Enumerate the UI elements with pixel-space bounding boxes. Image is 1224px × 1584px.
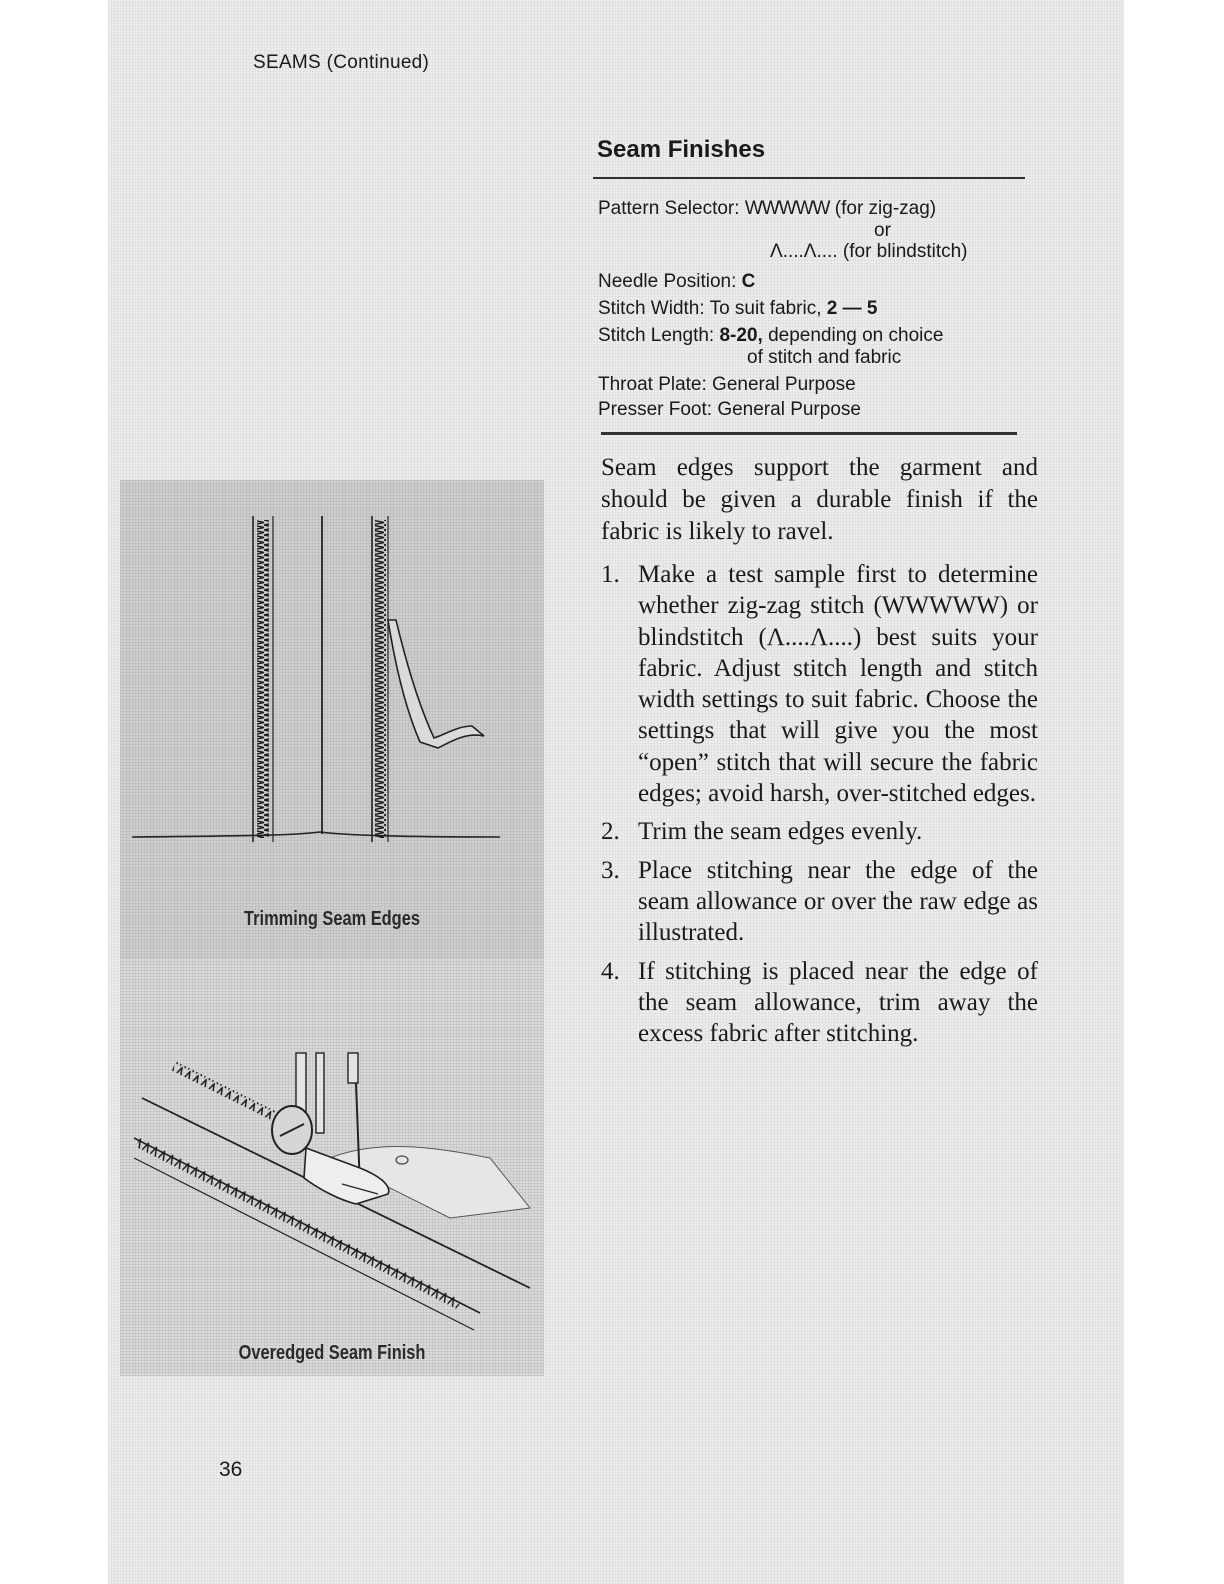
page-number: 36 — [219, 1458, 243, 1481]
intro-paragraph: Seam edges support the garment and should be given a durable finish if the fabric is likely to ravel. — [601, 454, 1038, 545]
stitch-length-setting: Stitch Length: 8-20, depending on choice of stitch and fabric — [598, 325, 944, 368]
steps-list — [601, 559, 1038, 1056]
trimming-seam-caption: Trimming Seam Edges — [244, 908, 420, 930]
needle-position-setting: Needle Position: C — [598, 271, 756, 292]
presser-foot-setting: Presser Foot: General Purpose — [598, 399, 861, 420]
step-item: 1. Make a test sample first to determine whether zig-zag stitch (WWWWW) or blindstitch (Λ....Λ....) best suits your fabric. Adjust stitch length and stitch width settings to suit fabric. Choose the settings that will give you the most “open” stitch that will secure the fabric edges; avoid harsh, over-stitched edges. — [601, 561, 1038, 808]
pattern-selector-setting: Pattern Selector: WWWWW (for zig-zag) or Λ....Λ.... (for blindstitch) — [598, 196, 1038, 263]
throat-plate-setting: Throat Plate: General Purpose — [598, 374, 856, 395]
machine-settings — [598, 196, 1038, 422]
settings-rule — [601, 432, 1017, 435]
zigzag-stitch-symbol: WWWWW — [744, 198, 830, 219]
stitch-width-setting: Stitch Width: To suit fabric, 2 — 5 — [598, 298, 878, 319]
overedged-seam-illustration — [120, 958, 544, 1376]
step-item: 3. Place stitching near the edge of the seam allowance or over the raw edge as illustrated. — [601, 856, 1038, 947]
running-head: SEAMS (Continued) — [253, 52, 430, 73]
step-item: 4. If stitching is placed near the edge of the seam allowance, trim away the excess fabric after stitching. — [601, 957, 1038, 1048]
or-text: or — [874, 220, 891, 241]
trimming-seam-illustration — [120, 480, 544, 958]
section-title: Seam Finishes — [597, 136, 766, 163]
overedged-seam-caption: Overedged Seam Finish — [238, 1342, 426, 1364]
blindstitch-symbol: Λ....Λ.... — [770, 241, 838, 262]
overedged-seam-finish-figure — [120, 958, 544, 1376]
step-item: 2. Trim the seam edges evenly. — [601, 818, 923, 846]
title-rule — [593, 177, 1025, 179]
trimming-seam-edges-figure — [120, 480, 544, 958]
blindstitch-line: Λ....Λ.... (for blindstitch) — [770, 241, 968, 262]
